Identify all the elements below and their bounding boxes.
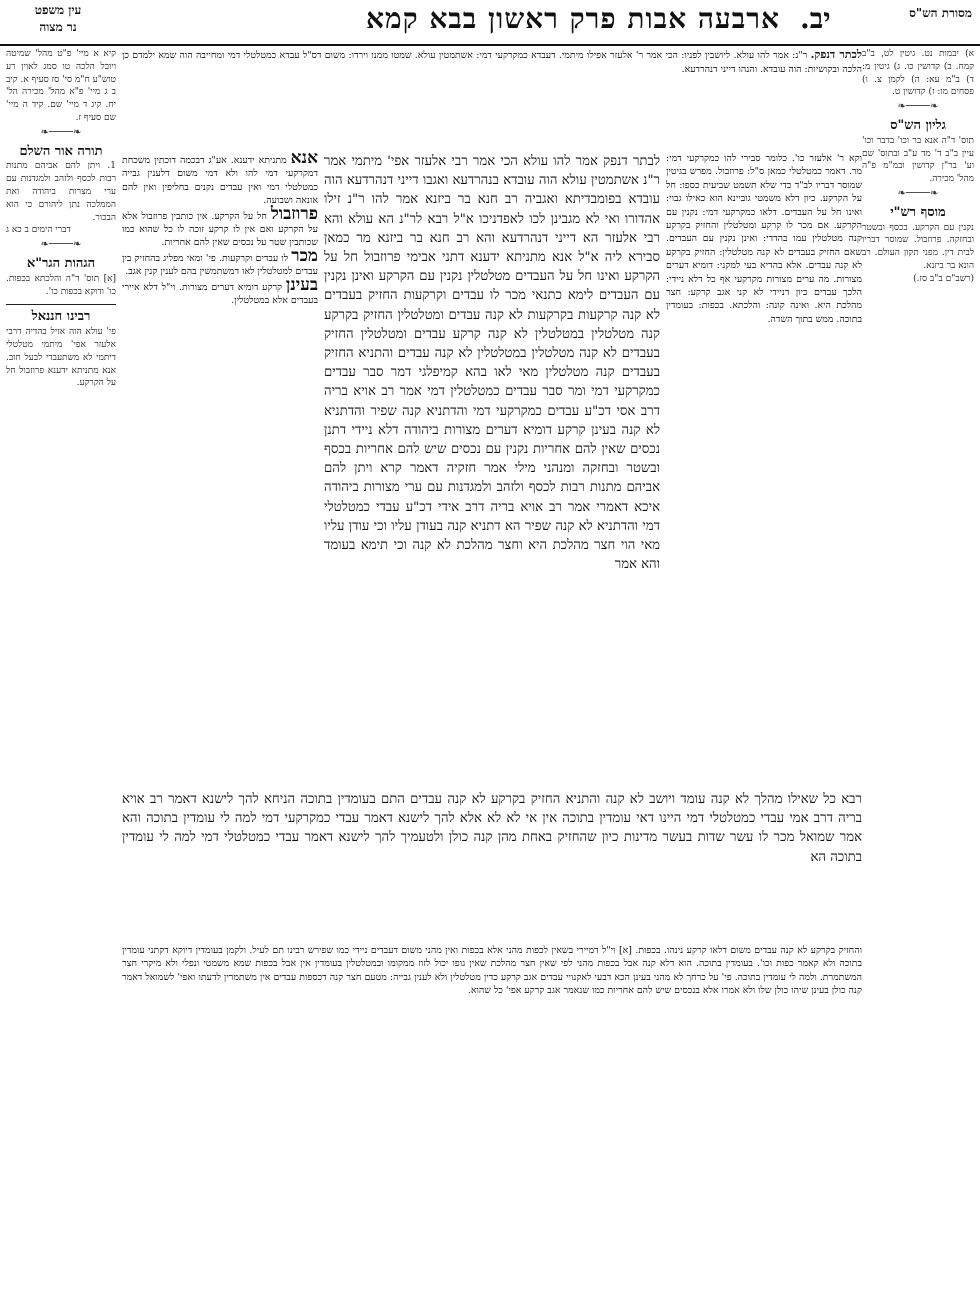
main-text-area	[122, 48, 862, 1288]
dibur-hamatchil: מכר	[291, 245, 318, 266]
page-header	[0, 0, 980, 46]
ein-mishpat-label: עין משפט	[34, 3, 82, 17]
page-number: יב.	[800, 2, 831, 35]
hagahot-gra-title: הגהות הגר"א	[26, 255, 96, 271]
rashi-top-lead: לכתר דנפק.	[810, 48, 862, 61]
torah-or-title: תורה אור השלם	[19, 143, 103, 159]
masoret-hashas-label: מסורת הש"ס	[909, 6, 972, 20]
ornament-divider: ❧────❧	[40, 239, 82, 251]
ein-mishpat-header	[8, 2, 108, 36]
dibur-hamatchil: פרוזבול	[270, 203, 318, 224]
masoret-text: א) יבמות נט. גיטין לט, ב"ב קמח. ב) קדושין כו. ג) גיטין מ: ד) ב"מ עא: ה) לקמן צ. ו) פסחים מו: ז) קדושין ט.	[862, 49, 974, 98]
ornament-divider: ❧────❧	[897, 187, 939, 199]
rashi-commentary: וקא ר' אלעזר כו'. כלומר סבירי להו כמקרקעי דמי: מר. דאמר כמטלטלי כמאן ס"ל: פרוזבול. מפרש בגיטין שמוסר דבריו לב"ד כדי שלא תשמט שביעית כספו: חל על הקרקע. כיון דלא משמטי גוביינא הוא כאילו גבוי: ואינו חל על העבדים. דלאו כמקרקעי דמי: נקנין עם הקרקע. אם מכר לו קרקע ומטלטלין והחזיק בקרקע קנה מטלטלין עמו בהדדי: ואינן נקנין עם העבדים. שאם החזיק בעבדים לא קנה מטלטלין: החזיק בקרקע לא קנה עבדים. אלא בהדיא בעי למקני: דומיא דערים מצורות. מה ערים מצורות מקרקעי אף כל דלא ניידי: הלכך עבדים כיון דניידי לא קני אגב קרקע: חצר מהלכת היא. ואינה קונה: והלכתא. בכפות: בעומדין בתוכה. ממש בתוך השדה.	[666, 153, 862, 325]
musaf-rashi-title: מוסף רש"י	[890, 204, 946, 220]
ornament-divider: ❧────❧	[40, 126, 82, 138]
page-title: ארבעה אבות פרק ראשון בבא קמא	[366, 2, 780, 35]
rashi-top-block	[122, 48, 862, 150]
ein-mishpat-text: קיא א מיי' פ"ט מהל' שמיטה ויובל הלכה טו סמג לאוין רע טוש"ע ח"מ סי' סז סעיף א. קיב ב ג מיי' פ"א מהל' מכירה הל' יח. קיג ד מיי' שם. קיד ה מיי' שם סעיף ז.	[6, 49, 116, 123]
gilyon-text: תוס' ד"ה אנא בר וכו' בדבר וכו' עיין ב"ב ד' מד ע"ב ובתוס' שם וע' בר"ן קדושין ובמ"מ פ"ה מהל' מכירה.	[862, 135, 974, 185]
ner-mitzvah-label: נר מצוה	[39, 20, 77, 34]
gemara-text-continued: רבא כל שאילו מהלך לא קנה עומד ויושב לא קנה והתניא החזיק בקרקע לא קנה עבדים התם בעומדין בתוכה הניחא להך לישנא דאמר רב אויא בריה דרב אמי עבדי כמטלטלי דמי היינו דאי עומדין בתוכה אין אי לא לא אלא להך לישנא דאמר עבדי כמקרקעי דמי למה לי עומדין בתוכה והא אמר שמואל מכר לו עשר שדות בעשר מדינות כיון שהחזיק באחת מהן קנה כולן ולטעמיך להך לישנא דאמר עבדי כמטלטלי דמי למה לי עומדין בתוכה הא	[122, 792, 862, 865]
rabbeinu-chananel-text: פי' עולא הוה אזיל בהדיה דרבי אלעזר אפי' מיתמי מטלטלי דיתמי לא משתעבדי לבעל חוב. אנא מתניתא ידענא פרוזבול חל על הקרקע.	[6, 327, 116, 389]
tosafot-commentary	[122, 152, 318, 784]
dibur-hamatchil: בעינן	[285, 274, 318, 295]
dibur-hamatchil: אנא	[290, 152, 318, 168]
musaf-rashi-text: נקנין עם הקרקע. בכסף ובשטר ובחזקה. פרוזבול. שמוסר דבריו לבית דין. מפני תקון העולם. רב הונא בר ביזנא.	[862, 222, 974, 271]
rashi-top-text: ר"נ: אמר להו עולא. ליושבין לפניו: הכי אמר ר' אלעזר אפילו מיתמי. דעבדא כמקרקעי דמי: אשתמטין עולא. שמטו ממנו וירדו: משום דס"ל עבדא כמטלטלי דמי ומחייבה הוה שמא ילמדם כן הלכה ובקושיות: הוה עובדא. והנהו דייני דנהרדעא.	[122, 50, 862, 75]
tosafot-passage: לו עבדים וקרקעות. פי' ומאי מפליג בהחזיק בין עבדים למטלטלין לאו דמשתמשין בהם לענין קנין אגב.	[122, 252, 318, 278]
torah-or-text: 1. ויתן להם אביהם מתנות רבות לכסף ולזהב ולמגדנות עם ערי מצרות ביהודה ואת הממלכה נתן ליהורם כי הוא הבכור.	[6, 161, 116, 223]
tosafot-bottom-block: והחזיק בקרקע לא קנה עבדים משום דלאו קרקע נינהו. בכפות. [א] וי"ל דמיירי בשאין לכפות מהני אלא בכפות ואין מהני משום דעבדים ניידי כמו שפירש רבינו תם לעיל. ולקמן בעומדין דיוקא דקתני עומדין בתוכה ולא קאמר כפות וכו'. בעומדין בתוכה. הוא דלא קנה אבל בכפות מהני לפי שאין חצר מהלכת שאין גופו יכול לזוז ממקומו ובמטלטלין בעומדין אין אבל בכפות שמא משמטי ונפלי ולא מיקרי חצר המשתמרת. ולמה לי עומדין בתוכה. פי' על כרחך לא מהני בעינן הכא דבעי לאקנויי עבדים אגב קרקע כדין מטלטלין ולא לענין גבייה: מטעם חצר קנה דכספות עבדים אין משתמרין לדעתו ואפי' לשמואל דאמר קנה כולן בעינן שיהו כולן שלו ולא אמרו אלא בנכסים שיש להם אחריות כמו שנאמר אגב קרקע אפי' כל שהוא.	[122, 945, 862, 997]
ornament-divider: ❧────❧	[897, 101, 939, 113]
tosafot-passage: מתניתא ידענא. אע"ג דבכמה דוכתין משכחת דמקרקעי דמי להו ולא דמי משום דלענין גבייה כמטלטלי דמי ואין עבדים נקנים בחליפין ואין להם אונאה ושבועה.	[122, 155, 318, 207]
tosafot-passage: חל על הקרקע. אין כותבין פרוזבול אלא על הקרקע ואם אין לו קרקע זוכה לו כל שהוא כמו שכותבין שטר על נכסים שאין להם אחריות.	[122, 210, 318, 249]
divider	[6, 304, 116, 305]
tosafot-passage: קרקע דומיא דערים מצורות. וי"ל דלא איירי בעבדים אלא במטלטלין.	[122, 281, 318, 307]
right-column-footer: (רשב"ם ב"ב סז.)	[913, 273, 974, 284]
rabbeinu-chananel-title: רבינו חננאל	[31, 309, 91, 325]
gilyon-title: גליון הש"ס	[890, 117, 946, 133]
left-margin-column	[6, 48, 116, 1288]
torah-or-reference: דברי הימים ב כא ג	[6, 225, 71, 236]
hagahot-gra-text: [א] תוס' ד"ה והלכתא בכפות. כו' ודוקא בכפות כו'.	[6, 273, 116, 297]
right-margin-column	[862, 48, 974, 1288]
gemara-text: לבתר דנפק אמר להו עולא הכי אמר רבי אלעזר אפי' מיתמי אמר ר"נ אשתמטין עולא הוה עובדא בנהרדעא ואגבו דייני דנהרדעא הוה עובדא בפומבדיתא ואגביה רב חנא בר ביזנא אמר להו ר"נ זילו אהדורו ואי לא מגבינן לכו לאפדניכו א"ל רבא לר"נ הא עולא והא רבי אלעזר הא דייני דנהרדעא והא רב חנא בר ביזנא מר כמאן סבירא ליה א"ל אנא מתניתא ידענא דתני אבימי פרוזבול חל על הקרקע ואינו חל על העבדים מטלטלין נקנין עם הקרקע ואינן נקנין עם העבדים לימא כתנאי מכר לו עבדים וקרקעות החזיק בעבדים לא קנה קרקעות בקרקעות לא קנה עבדים ומטלטלין החזיק בקרקע קנה מטלטלין במטלטלין לא קנה קרקע עבדים ומטלטלין החזיק בעבדים לא קנה מטלטלין במטלטלין לא קנה עבדים והתניא החזיק בעבדים קנה מטלטלין מאי לאו בהא קמיפלגי דמר סבר עבדים כמקרקעי דמי ומר סבר עבדים כמטלטלין דמי אמר רב אויא בריה דרב אסי דכ"ע עבדים כמקרקעי דמי והדתניא קנה שפיר והדתניא לא קנה בעינן קרקע דומיא דערים מצורות ביהודה דלא ניידי דתנן נכסים שאין להם אחריות נקנין עם נכסים שיש להם אחריות בכסף ובשטר ובחזקה ומנהני מילי אמר חזקיה דאמר קרא ויתן להם אביהם מתנות רבות לכסף ולזהב ולמגדנות עם ערי מצורות ביהודה איכא דאמרי אמר רב אויא בריה דרב אידי דכ"ע עבדי כמטלטלי דמי והדתניא לא קנה שפיר הא דתניא קנה בעודן עליו וכי עודן עליו מאי הוי חצר מהלכת היא וחצר מהלכת לא קנה וכי תימא בעומד והא אמר	[324, 154, 660, 573]
